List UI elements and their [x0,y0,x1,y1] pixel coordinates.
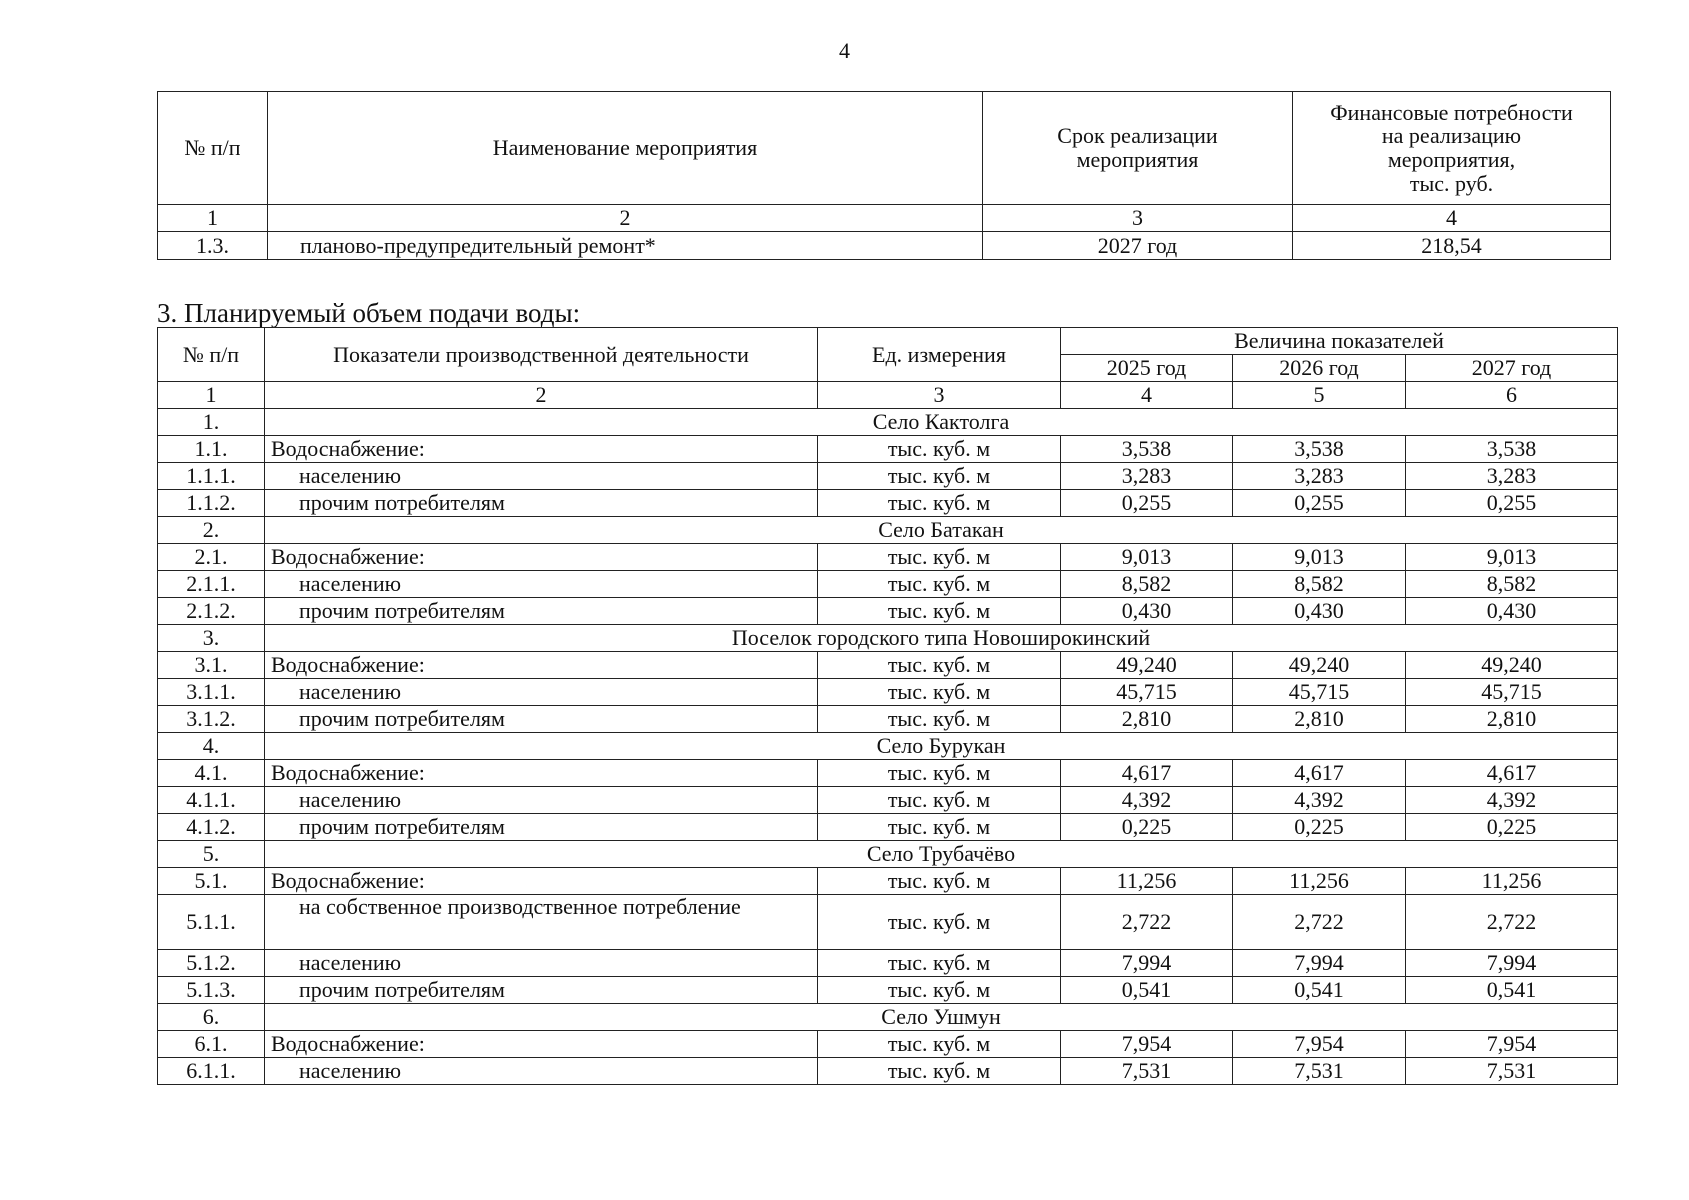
table-row [158,598,1618,625]
header-num: № п/п [158,92,268,205]
row-value-2026: 2,810 [1233,706,1406,733]
group-num: 5. [158,841,265,868]
table-row [158,544,1618,571]
row-label: Водоснабжение: [265,868,818,895]
group-name: Поселок городского типа Новоширокинский [265,625,1618,652]
row-unit: тыс. куб. м [818,977,1061,1004]
row-value-2025: 11,256 [1061,868,1233,895]
group-num: 3. [158,625,265,652]
section-title: 3. Планируемый объем подачи воды: [157,298,581,328]
row-term: 2027 год [983,232,1293,260]
table-row [158,490,1618,517]
row-label: на собственное производственное потребление [265,895,818,950]
row-value-2025: 7,954 [1061,1031,1233,1058]
row-value-2026: 2,722 [1233,895,1406,950]
row-value-2025: 49,240 [1061,652,1233,679]
table-row [158,652,1618,679]
row-value-2026: 4,617 [1233,760,1406,787]
row-value-2025: 4,617 [1061,760,1233,787]
row-label: населению [265,571,818,598]
row-num: 2.1. [158,544,265,571]
col-number: 3 [818,382,1061,409]
row-unit: тыс. куб. м [818,544,1061,571]
row-unit: тыс. куб. м [818,868,1061,895]
header-name: Наименование мероприятия [268,92,983,205]
row-unit: тыс. куб. м [818,950,1061,977]
row-num: 5.1.3. [158,977,265,1004]
row-value-2027: 7,994 [1406,950,1618,977]
group-num: 6. [158,1004,265,1031]
table-row [158,895,1618,950]
row-num: 6.1. [158,1031,265,1058]
col-number: 5 [1233,382,1406,409]
row-value-2025: 0,541 [1061,977,1233,1004]
row-value-2027: 0,255 [1406,490,1618,517]
table-row [158,436,1618,463]
row-unit: тыс. куб. м [818,895,1061,950]
table-row [158,679,1618,706]
row-value-2026: 9,013 [1233,544,1406,571]
row-value-2026: 0,430 [1233,598,1406,625]
table-row [158,706,1618,733]
row-num: 3.1.1. [158,679,265,706]
header-unit: Ед. измерения [818,328,1061,382]
table-row [158,868,1618,895]
header-year: 2025 год [1061,355,1233,382]
row-value-2027: 9,013 [1406,544,1618,571]
row-label: населению [265,463,818,490]
row-value-2027: 49,240 [1406,652,1618,679]
header-year: 2026 год [1233,355,1406,382]
table-row [158,787,1618,814]
row-value-2027: 0,541 [1406,977,1618,1004]
group-name: Село Кактолга [265,409,1618,436]
row-num: 4.1.1. [158,787,265,814]
row-value-2026: 3,538 [1233,436,1406,463]
row-value-2027: 7,954 [1406,1031,1618,1058]
group-num: 4. [158,733,265,760]
row-value-2026: 0,255 [1233,490,1406,517]
group-name: Село Бурукан [265,733,1618,760]
row-unit: тыс. куб. м [818,1058,1061,1085]
row-unit: тыс. куб. м [818,814,1061,841]
row-value-2025: 3,283 [1061,463,1233,490]
water-supply-table [157,327,1618,1085]
row-value-2027: 0,225 [1406,814,1618,841]
row-unit: тыс. куб. м [818,436,1061,463]
row-unit: тыс. куб. м [818,1031,1061,1058]
row-num: 4.1.2. [158,814,265,841]
row-label: населению [265,1058,818,1085]
group-row [158,517,1618,544]
row-value-2027: 7,531 [1406,1058,1618,1085]
row-value-2026: 8,582 [1233,571,1406,598]
group-num: 1. [158,409,265,436]
row-label: Водоснабжение: [265,760,818,787]
row-label: населению [265,787,818,814]
row-value-2027: 2,810 [1406,706,1618,733]
col-number: 1 [158,382,265,409]
row-unit: тыс. куб. м [818,571,1061,598]
row-value-2026: 7,531 [1233,1058,1406,1085]
row-label: прочим потребителям [265,814,818,841]
col-number: 3 [983,205,1293,232]
row-value-2025: 7,994 [1061,950,1233,977]
row-value-2026: 11,256 [1233,868,1406,895]
row-unit: тыс. куб. м [818,652,1061,679]
group-name: Село Батакан [265,517,1618,544]
col-number: 2 [265,382,818,409]
row-value-2025: 0,255 [1061,490,1233,517]
row-num: 5.1.1. [158,895,265,950]
row-value-2027: 4,617 [1406,760,1618,787]
row-num: 1.3. [158,232,268,260]
group-name: Село Трубачёво [265,841,1618,868]
row-unit: тыс. куб. м [818,598,1061,625]
row-num: 2.1.1. [158,571,265,598]
col-number: 4 [1293,205,1611,232]
group-row [158,625,1618,652]
row-label: Водоснабжение: [265,652,818,679]
header-year: 2027 год [1406,355,1618,382]
row-value-2025: 0,430 [1061,598,1233,625]
table-body [158,409,1618,1085]
row-num: 1.1. [158,436,265,463]
row-unit: тыс. куб. м [818,706,1061,733]
header-num: № п/п [158,328,265,382]
row-label: прочим потребителям [265,490,818,517]
row-label: прочим потребителям [265,706,818,733]
row-value-2027: 3,538 [1406,436,1618,463]
col-number: 6 [1406,382,1618,409]
row-value-2025: 9,013 [1061,544,1233,571]
group-name: Село Ушмун [265,1004,1618,1031]
table-row [158,977,1618,1004]
table-row [158,950,1618,977]
measures-table [157,91,1611,260]
row-value-2025: 2,722 [1061,895,1233,950]
row-value-2025: 7,531 [1061,1058,1233,1085]
row-value-2025: 8,582 [1061,571,1233,598]
header-indicator: Показатели производственной деятельности [265,328,818,382]
row-num: 4.1. [158,760,265,787]
table-row [158,1031,1618,1058]
table-row [158,571,1618,598]
row-unit: тыс. куб. м [818,490,1061,517]
row-num: 1.1.1. [158,463,265,490]
row-value-2026: 7,954 [1233,1031,1406,1058]
row-num: 1.1.2. [158,490,265,517]
row-value-2026: 4,392 [1233,787,1406,814]
page-number: 4 [839,38,850,63]
row-value-2027: 45,715 [1406,679,1618,706]
row-value-2026: 7,994 [1233,950,1406,977]
row-value-2025: 0,225 [1061,814,1233,841]
row-value: 218,54 [1293,232,1611,260]
table-row [158,232,1611,260]
row-label: населению [265,950,818,977]
row-value-2026: 0,225 [1233,814,1406,841]
table-row [158,463,1618,490]
row-value-2027: 8,582 [1406,571,1618,598]
row-value-2026: 0,541 [1233,977,1406,1004]
row-num: 2.1.2. [158,598,265,625]
row-value-2027: 2,722 [1406,895,1618,950]
row-num: 3.1. [158,652,265,679]
header-values-group: Величина показателей [1061,328,1618,355]
row-value-2026: 49,240 [1233,652,1406,679]
row-value-2027: 11,256 [1406,868,1618,895]
row-unit: тыс. куб. м [818,679,1061,706]
col-number: 2 [268,205,983,232]
table-row [158,760,1618,787]
table-row [158,1058,1618,1085]
group-row [158,733,1618,760]
row-label: Водоснабжение: [265,436,818,463]
row-value-2027: 0,430 [1406,598,1618,625]
row-value-2026: 45,715 [1233,679,1406,706]
group-num: 2. [158,517,265,544]
row-value-2027: 3,283 [1406,463,1618,490]
row-num: 3.1.2. [158,706,265,733]
header-finance: Финансовые потребности на реализацию мероприятия, тыс. руб. [1293,92,1611,205]
group-row [158,1004,1618,1031]
row-value-2025: 45,715 [1061,679,1233,706]
row-label: прочим потребителям [265,977,818,1004]
col-number: 4 [1061,382,1233,409]
row-label: населению [265,679,818,706]
row-num: 5.1.2. [158,950,265,977]
table-row [158,814,1618,841]
row-label: Водоснабжение: [265,544,818,571]
row-unit: тыс. куб. м [818,463,1061,490]
group-row [158,409,1618,436]
row-unit: тыс. куб. м [818,787,1061,814]
row-label: прочим потребителям [265,598,818,625]
row-value-2027: 4,392 [1406,787,1618,814]
row-label: Водоснабжение: [265,1031,818,1058]
row-num: 5.1. [158,868,265,895]
row-value-2025: 2,810 [1061,706,1233,733]
row-name: планово-предупредительный ремонт* [268,232,983,260]
row-value-2025: 3,538 [1061,436,1233,463]
row-value-2026: 3,283 [1233,463,1406,490]
row-value-2025: 4,392 [1061,787,1233,814]
row-unit: тыс. куб. м [818,760,1061,787]
col-number: 1 [158,205,268,232]
header-term: Срок реализации мероприятия [983,92,1293,205]
row-num: 6.1.1. [158,1058,265,1085]
group-row [158,841,1618,868]
